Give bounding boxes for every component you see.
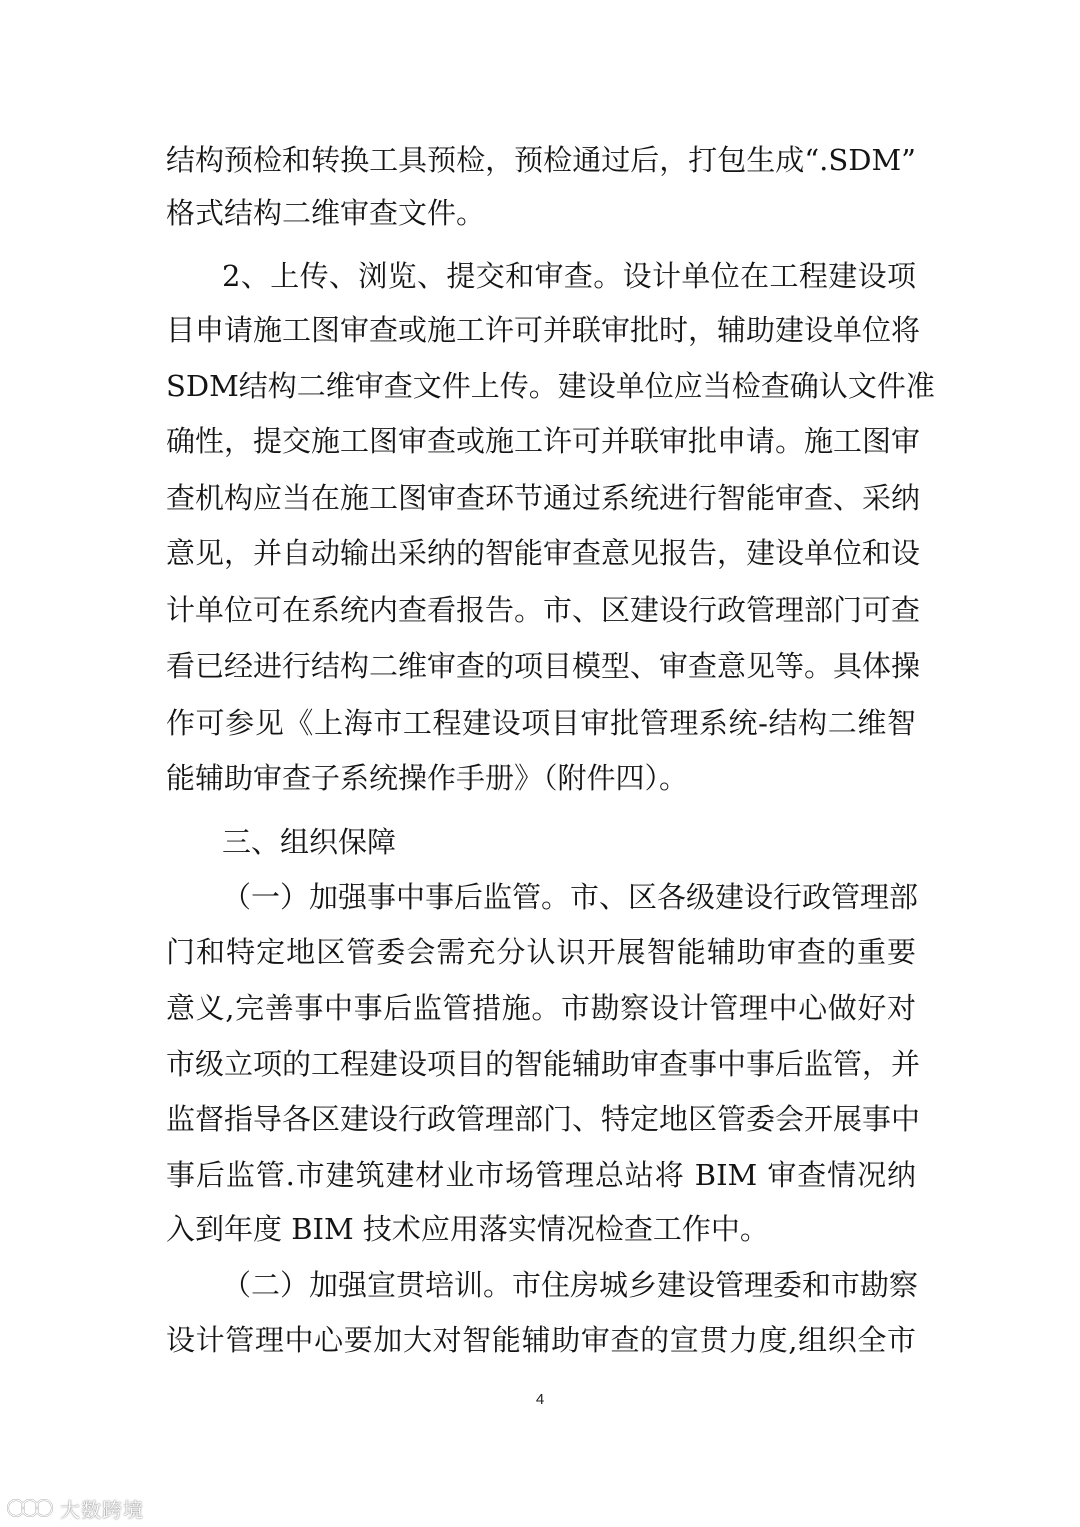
section-heading: 三、组织保障 [222,825,397,859]
paragraph-line: 事后监管.市建筑建材业市场管理总站将 BIM 审查情况纳 [166,1158,916,1192]
paragraph-line: 目申请施工图审查或施工许可并联审批时，辅助建设单位将 [166,313,921,347]
paragraph-line: 监督指导各区建设行政管理部门、特定地区管委会开展事中 [166,1102,921,1136]
paragraph-line: 能辅助审查子系统操作手册》（附件四）。 [166,761,689,795]
paragraph-line: 市级立项的工程建设项目的智能辅助审查事中事后监管，并 [166,1047,921,1081]
paragraph-line: 看已经进行结构二维审查的项目模型、审查意见等。具体操 [166,649,921,683]
paragraph-line: SDM结构二维审查文件上传。建设单位应当检查确认文件准 [166,369,935,403]
watermark [6,1494,144,1522]
paragraph-line: 格式结构二维审查文件。 [166,196,486,230]
paragraph-line: 门和特定地区管委会需充分认识开展智能辅助审查的重要 [166,935,916,969]
paragraph-line: 意见，并自动输出采纳的智能审查意见报告，建设单位和设 [166,536,921,570]
paragraph-line: （一）加强事中事后监管。市、区各级建设行政管理部 [222,880,919,914]
watermark-logo-icon [6,1495,56,1521]
paragraph-line: 入到年度 BIM 技术应用落实情况检查工作中。 [166,1212,769,1246]
paragraph-line: 意义,完善事中事后监管措施。市勘察设计管理中心做好对 [166,991,916,1025]
paragraph-line: （二）加强宣贯培训。市住房城乡建设管理委和市勘察 [222,1268,919,1302]
paragraph-line: 查机构应当在施工图审查环节通过系统进行智能审查、采纳 [166,481,921,515]
paragraph-line: 计单位可在系统内查看报告。市、区建设行政管理部门可查 [166,593,921,627]
paragraph-line: 作可参见《上海市工程建设项目审批管理系统-结构二维智 [166,706,916,740]
page-number: 4 [535,1391,545,1408]
paragraph-line: 设计管理中心要加大对智能辅助审查的宣贯力度,组织全市 [166,1323,916,1357]
paragraph-line: 结构预检和转换工具预检，预检通过后，打包生成“.SDM” [166,143,916,177]
watermark-text: 大数跨境 [60,1497,144,1522]
paragraph-line: 确性，提交施工图审查或施工许可并联审批申请。施工图审 [166,424,921,458]
paragraph-line: 2、上传、浏览、提交和审查。设计单位在工程建设项 [222,259,916,293]
